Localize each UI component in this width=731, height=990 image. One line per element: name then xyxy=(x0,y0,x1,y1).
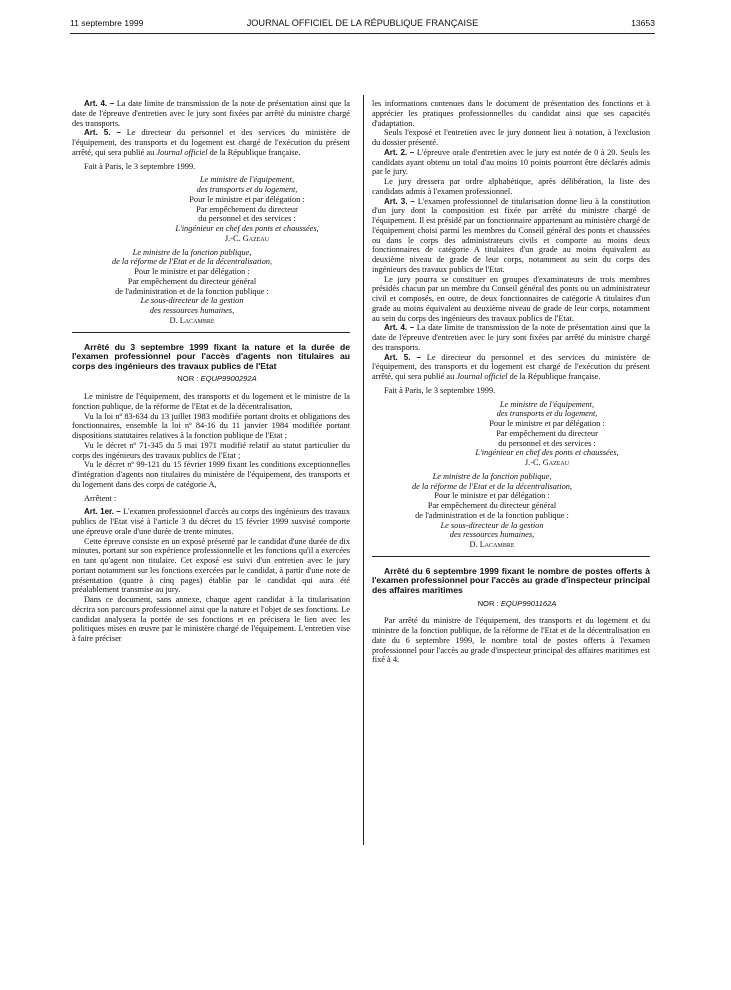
sig-line: Par empêchement du directeur général xyxy=(427,501,557,510)
article-label: Art. 4. – xyxy=(384,323,415,333)
article-1 xyxy=(72,507,350,536)
sig-line: Le ministre de la fonction publique, xyxy=(432,471,552,481)
article-text: Le directeur du personnel et des services du ministère de l'équipement, des transports et du logement est chargé de l'exécution du présent arrêté, qui sera publié au xyxy=(72,128,350,157)
article-text: L'examen professionnel de titularisation donne lieu à la constitution d'un jury dont la composition est fixée par arrêté du ministre chargé de l'équipement. Il est présidé par un fonctionnaire appartenant au ministère chargé de l'équipement choisi parmi les membres du Conseil général des ponts et chaussées ou dans le corps des administrateurs civils et comporte au moins deux fonctionnaires de catégorie A titulaires d'un grade au moins équivalent au deuxième niveau de grade de leur corps, notamment au sein du corps des ingénieurs des travaux publics de l'Etat. xyxy=(372,196,651,274)
sig-line: Par empêchement du directeur général xyxy=(127,276,257,286)
article-text: de la République française. xyxy=(509,372,601,381)
nor-code: EQUP9900292A xyxy=(200,374,257,384)
sig-line: de l'administration et de la fonction publique : xyxy=(415,510,569,520)
signature-block-1 xyxy=(432,400,650,468)
header-rule xyxy=(70,33,655,34)
article-text: Le directeur du personnel et des services du ministère de l'équipement, des transports et du logement est chargé de l'exécution du présent arrêté, qui sera publié au xyxy=(372,352,650,381)
sig-line: Pour le ministre et par délégation : xyxy=(134,267,250,276)
sig-line: du personnel et des services : xyxy=(498,438,596,448)
left-column xyxy=(72,99,350,644)
header-date: 11 septembre 1999 xyxy=(70,18,144,28)
article-text: La date limite de transmission de la note de présentation ainsi que la date de l'épreuve d'entretien avec le jury sont fixées par arrêté du ministre chargé des transports. xyxy=(372,323,650,352)
article-2 xyxy=(372,148,650,177)
visa: Vu le décret nº 99-121 du 15 février 1999 fixant les conditions exceptionnelles d'intégration d'agents non titulaires du ministère de l'équipement, des transports et du logement dans des corps de catégorie A, xyxy=(72,460,350,489)
paragraph: Par arrêté du ministre de l'équipement, des transports et du logement et du ministre de la fonction publique, de la réforme de l'Etat et de la décentralisation en date du 6 septembre 1999, le nombre total de postes offerts à l'examen professionnel pour l'accès au grade d'inspecteur principal des affaires maritimes est fixé à 4. xyxy=(372,616,650,665)
sig-line: de l'administration et de la fonction publique : xyxy=(115,286,269,296)
signatory-name: D. Lacambre xyxy=(169,315,215,325)
sig-line: Le sous-directeur de la gestion xyxy=(140,296,244,306)
arretent: Arrêtent : xyxy=(84,493,117,503)
article-4 xyxy=(72,99,350,128)
sig-line: de la réforme de l'Etat et de la décentralisation, xyxy=(111,257,273,267)
nor-reference xyxy=(372,599,650,609)
sig-line: Le ministre de l'équipement, xyxy=(499,399,595,409)
journal-officiel-ref: Journal officiel xyxy=(156,147,208,157)
paragraph: les informations contenues dans le document de présentation des fonctions et à apprécier les pratiques professionnelles du candidat ainsi que ses capacités d'adaptation. xyxy=(372,99,650,128)
sig-line: Par empêchement du directeur xyxy=(496,428,598,438)
column-divider xyxy=(363,95,364,845)
paragraph: Dans ce document, sans annexe, chaque agent candidat à la titularisation décrira son parcours professionnel ainsi que la nature et l'objet de ses fonctions. Le candidat analysera la portée de ses fonctions et en précisera le lien avec les politiques mises en œuvre par le ministère chargé de l'équipement. L'entretien vise à faire préciser xyxy=(72,595,350,644)
article-text: La date limite de transmission de la note de présentation ainsi que la date de l'épreuve d'entretien avec le jury sont fixées par arrêté du ministre chargé des transports. xyxy=(72,99,350,128)
signature-block-2 xyxy=(72,248,300,326)
article-label: Art. 3. – xyxy=(384,196,415,206)
signatory-name: D. Lacambre xyxy=(469,540,515,549)
nor-code: EQUP9901162A xyxy=(500,598,557,608)
sig-line: Le sous-directeur de la gestion xyxy=(440,520,544,530)
section-rule xyxy=(372,556,650,557)
signatory-name: J.-C. Gazeau xyxy=(524,458,570,467)
paragraph: Le jury pourra se constituer en groupes d'examinateurs de trois membres présidés chacun par un membre du Conseil général des ponts ou un administrateur civil et composés, en outre, de deux fonctionnaires de catégorie A titulaires d'un grade au moins équivalent au deuxième niveau de grade de leur corps, notamment au sein du corps des ingénieurs des travaux publics de l'Etat. xyxy=(372,274,650,323)
sig-line: L'ingénieur en chef des ponts et chaussées, xyxy=(475,448,619,458)
journal-officiel-ref: Journal officiel xyxy=(456,372,508,381)
section-rule xyxy=(72,332,350,333)
article-3 xyxy=(372,197,650,275)
nor-label: NOR : xyxy=(177,374,199,384)
article-label: Art. 5. – xyxy=(384,352,421,362)
preamble: Le ministre de l'équipement, des transports et du logement et le ministre de la fonction publique, de la réforme de l'Etat et de la décentralisation, xyxy=(72,392,350,411)
sig-line: des ressources humaines, xyxy=(449,530,535,540)
header-page-number: 13653 xyxy=(631,18,655,28)
paragraph: Cette épreuve consiste en un exposé présenté par le candidat d'une durée de dix minutes, portant sur son expérience professionnelle et les fonctions qu'il a exercées en tant qu'agent non titulaire. Cet exposé est suivi d'un entretien avec le jury portant notamment sur les fonctions exercées par le candidat, à partir d'une note de présentation (quatre à cinq pages) établie par le candidat qui aura été préalablement transmise au jury. xyxy=(72,536,350,595)
signatory-name: J.-C. Gazeau xyxy=(224,233,270,243)
article-4 xyxy=(372,323,650,352)
sig-line: L'ingénieur en chef des ponts et chaussées, xyxy=(175,224,319,233)
visa: Vu le décret nº 71-345 du 5 mai 1971 modifié relatif au statut particulier du corps des ingénieurs des travaux publics de l'Etat ; xyxy=(72,440,350,460)
running-header xyxy=(70,18,655,32)
article-5 xyxy=(372,353,650,382)
visa: Vu la loi nº 83-634 du 13 juillet 1983 modifiée portant droits et obligations des fonctionnaires, ensemble la loi nº 84-16 du 11 janvier 1984 modifiée portant dispositions statutaires relatives à la fonction publique de l'Etat ; xyxy=(72,411,350,441)
sig-line: du personnel et des services : xyxy=(198,214,296,224)
arrete-title: Arrêté du 6 septembre 1999 fixant le nombre de postes offerts à l'examen professionnel pour l'accès au grade d'inspecteur principal des affaires maritimes xyxy=(372,565,650,595)
paragraph: Seuls l'exposé et l'entretien avec le jury donnent lieu à notation, à l'exclusion du dossier présenté. xyxy=(372,128,650,147)
sig-line: Pour le ministre et par délégation : xyxy=(489,419,605,428)
done-at: Fait à Paris, le 3 septembre 1999. xyxy=(384,385,496,395)
article-label: Art. 2. – xyxy=(384,147,415,157)
sig-line: des ressources humaines, xyxy=(149,306,235,315)
sig-line: Le ministre de l'équipement, xyxy=(199,175,295,185)
sig-line: de la réforme de l'Etat et de la décentralisation, xyxy=(411,481,573,491)
article-text: de la République française. xyxy=(209,147,301,157)
sig-line: Le ministre de la fonction publique, xyxy=(132,247,252,257)
article-label: Art. 1er. – xyxy=(84,507,121,517)
sig-line: Par empêchement du directeur xyxy=(196,204,298,214)
article-label: Art. 4. – xyxy=(84,99,115,108)
paragraph: Le jury dressera par ordre alphabétique, après délibération, la liste des candidats admis à l'examen professionnel. xyxy=(372,177,650,196)
right-column xyxy=(372,99,650,665)
done-at: Fait à Paris, le 3 septembre 1999. xyxy=(84,161,196,171)
sig-line: des transports et du logement, xyxy=(196,185,298,194)
nor-reference xyxy=(72,374,350,384)
signature-block-1 xyxy=(132,175,350,243)
signature-block-2 xyxy=(372,472,600,550)
arrete-title: Arrêté du 3 septembre 1999 fixant la nature et la durée de l'examen professionnel pour l'accès d'agents non titulaires au corps des ingénieurs des travaux publics de l'Etat xyxy=(72,341,350,371)
article-5 xyxy=(72,128,350,157)
sig-line: Pour le ministre et par délégation : xyxy=(434,491,550,501)
sig-line: Pour le ministre et par délégation : xyxy=(189,194,305,204)
article-text: L'examen professionnel d'accès au corps des ingénieurs des travaux publics de l'Etat visé à l'article 3 du décret du 15 février 1999 susvisé comporte une épreuve orale d'une durée de trente minutes. xyxy=(72,507,350,536)
header-journal-title: JOURNAL OFFICIEL DE LA RÉPUBLIQUE FRANÇAISE xyxy=(246,18,479,28)
article-label: Art. 5. – xyxy=(84,128,121,138)
nor-label: NOR : xyxy=(477,598,499,608)
article-text: L'épreuve orale d'entretien avec le jury est notée de 0 à 20. Seuls les candidats ayant obtenu un total d'au moins 10 points pourront être déclarés admis par le jury. xyxy=(372,147,650,177)
sig-line: des transports et du logement, xyxy=(496,409,598,419)
